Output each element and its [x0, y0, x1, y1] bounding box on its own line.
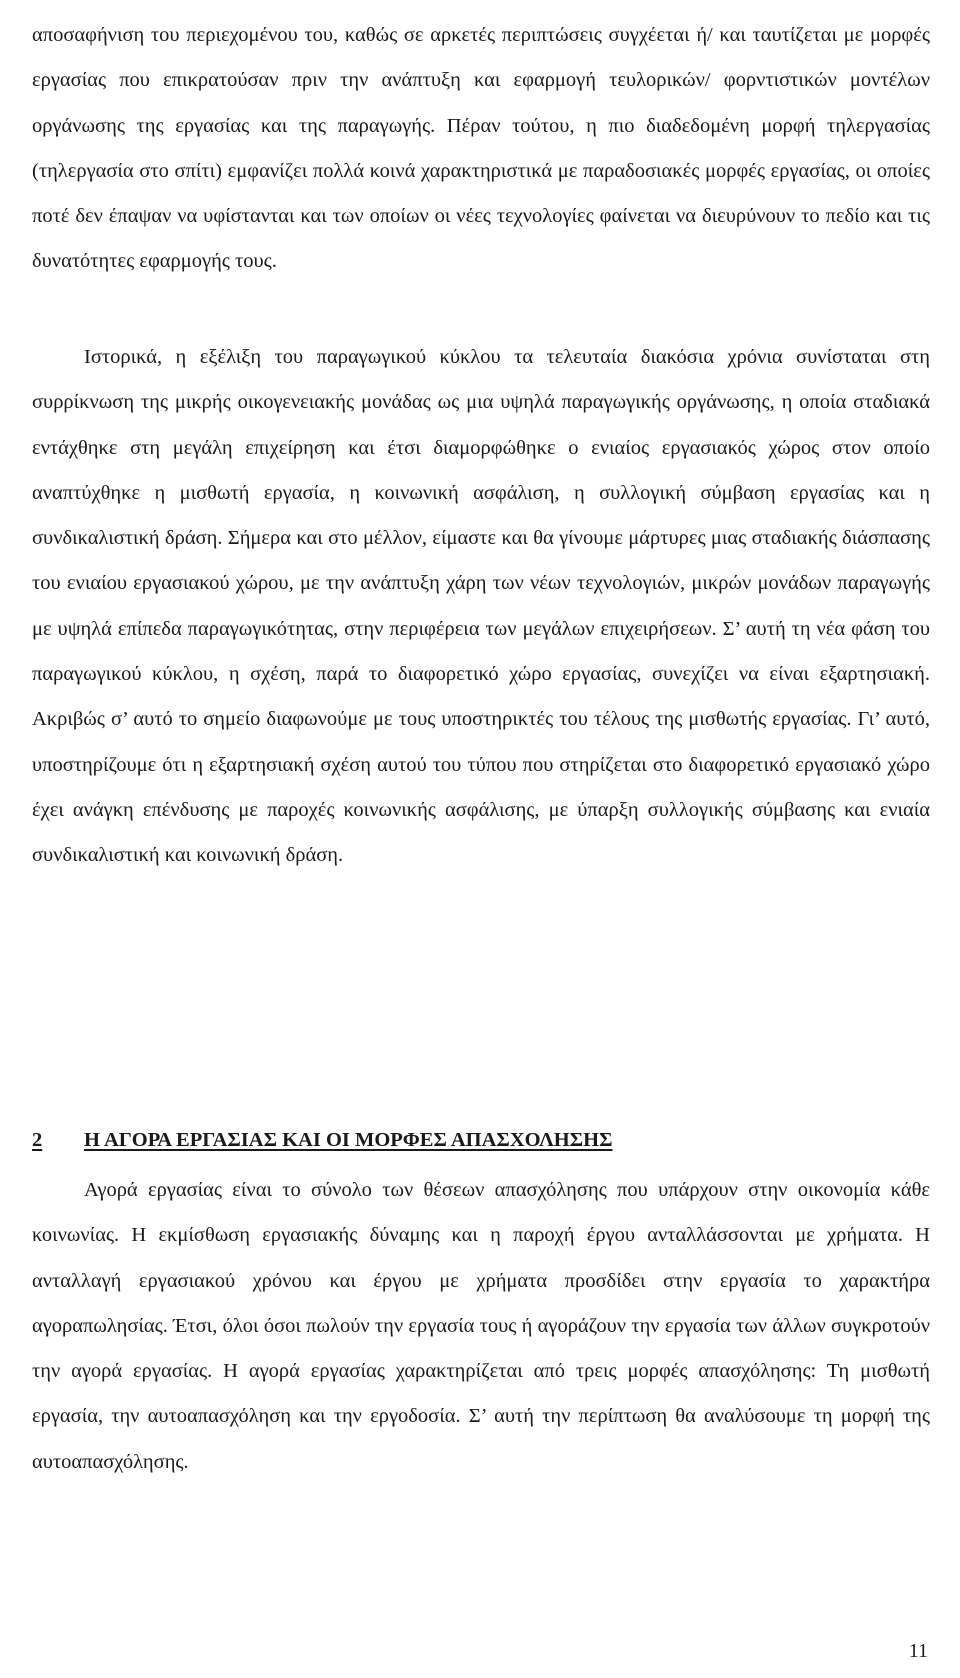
section-number: 2 [32, 1129, 43, 1151]
section-title: Η ΑΓΟΡΑ ΕΡΓΑΣΙΑΣ ΚΑΙ ΟΙ ΜΟΡΦΕΣ ΑΠΑΣΧΟΛΗΣΗΣ [84, 1129, 613, 1151]
paragraph-continuation: αποσαφήνιση του περιεχομένου του, καθώς σε αρκετές περιπτώσεις συγχέεται ή/ και ταυτίζεται με μορφές εργασίας που επικρατούσαν πριν την ανάπτυξη και εφαρμογή τευλορικών/ φορντιστικών μοντέλων οργάνωσης της εργασίας και της παραγωγής. Πέραν τούτου, η πιο διαδεδομένη μορφή τηλεργασίας (τηλεργασία στο σπίτι) εμφανίζει πολλά κοινά χαρακτηριστικά με παραδοσιακές μορφές εργασίας, οι οποίες ποτέ δεν έπαψαν να υφίστανται και των οποίων οι νέες τεχνολογίες φαίνεται να διευρύνουν το πεδίο και τις δυνατότητες εφαρμογής τους. [32, 24, 930, 273]
section-heading [32, 1127, 930, 1153]
paragraph-history: Ιστορικά, η εξέλιξη του παραγωγικού κύκλου τα τελευταία διακόσια χρόνια συνίσταται στη συρρίκνωση της μικρής οικογενειακής μονάδας ως μια υψηλά παραγωγικής οργάνωσης, η οποία σταδιακά εντάχθηκε στη μεγάλη επιχείρηση και έτσι διαμορφώθηκε ο ενιαίος εργασιακός χώρος στον οποίο αναπτύχθηκε η μισθωτή εργασία, η κοινωνική ασφάλιση, η συλλογική σύμβαση εργασίας και η συνδικαλιστική δράση. Σήμερα και στο μέλλον, είμαστε και θα γίνουμε μάρτυρες μιας σταδιακής διάσπασης του ενιαίου εργασιακού χώρου, με την ανάπτυξη χάρη των νέων τεχνολογιών, μικρών μονάδων παραγωγής με υψηλά επίπεδα παραγωγικότητας, στην περιφέρεια των μεγάλων επιχειρήσεων. Σ’ αυτή τη νέα φάση του παραγωγικού κύκλου, η σχέση, παρά το διαφορετικό χώρο εργασίας, συνεχίζει να είναι εξαρτησιακή. Ακριβώς σ’ αυτό το σημείο διαφωνούμε με τους υποστηρικτές του τέλους της μισθωτής εργασίας. Γι’ αυτό, υποστηρίζουμε ότι η εξαρτησιακή σχέση αυτού του τύπου που στηρίζεται στο διαφορετικό εργασιακό χώρο έχει ανάγκη επένδυσης με παροχές κοινωνικής ασφάλισης, με ύπαρξη συλλογικής σύμβασης και ενιαία συνδικαλιστική και κοινωνική δράση. [32, 346, 930, 867]
page-number: 11 [908, 1640, 928, 1662]
paragraph-labour-market: Αγορά εργασίας είναι το σύνολο των θέσεων απασχόλησης που υπάρχουν στην οικονομία κάθε κοινωνίας. Η εκμίσθωση εργασιακής δύναμης και η παροχή έργου ανταλλάσσονται με χρήματα. Η ανταλλαγή εργασιακού χρόνου και έργου με χρήματα προσδίδει στην εργασία το χαρακτήρα αγοραπωλησίας. Έτσι, όλοι όσοι πωλούν την εργασία τους ή αγοράζουν την εργασία των άλλων συγκροτούν την αγορά εργασίας. Η αγορά εργασίας χαρακτηρίζεται από τρεις μορφές απασχόλησης: Τη μισθωτή εργασία, την αυτοαπασχόληση και την εργοδοσία. Σ’ αυτή την περίπτωση θα αναλύσουμε τη μορφή της αυτοαπασχόλησης. [32, 1179, 930, 1473]
